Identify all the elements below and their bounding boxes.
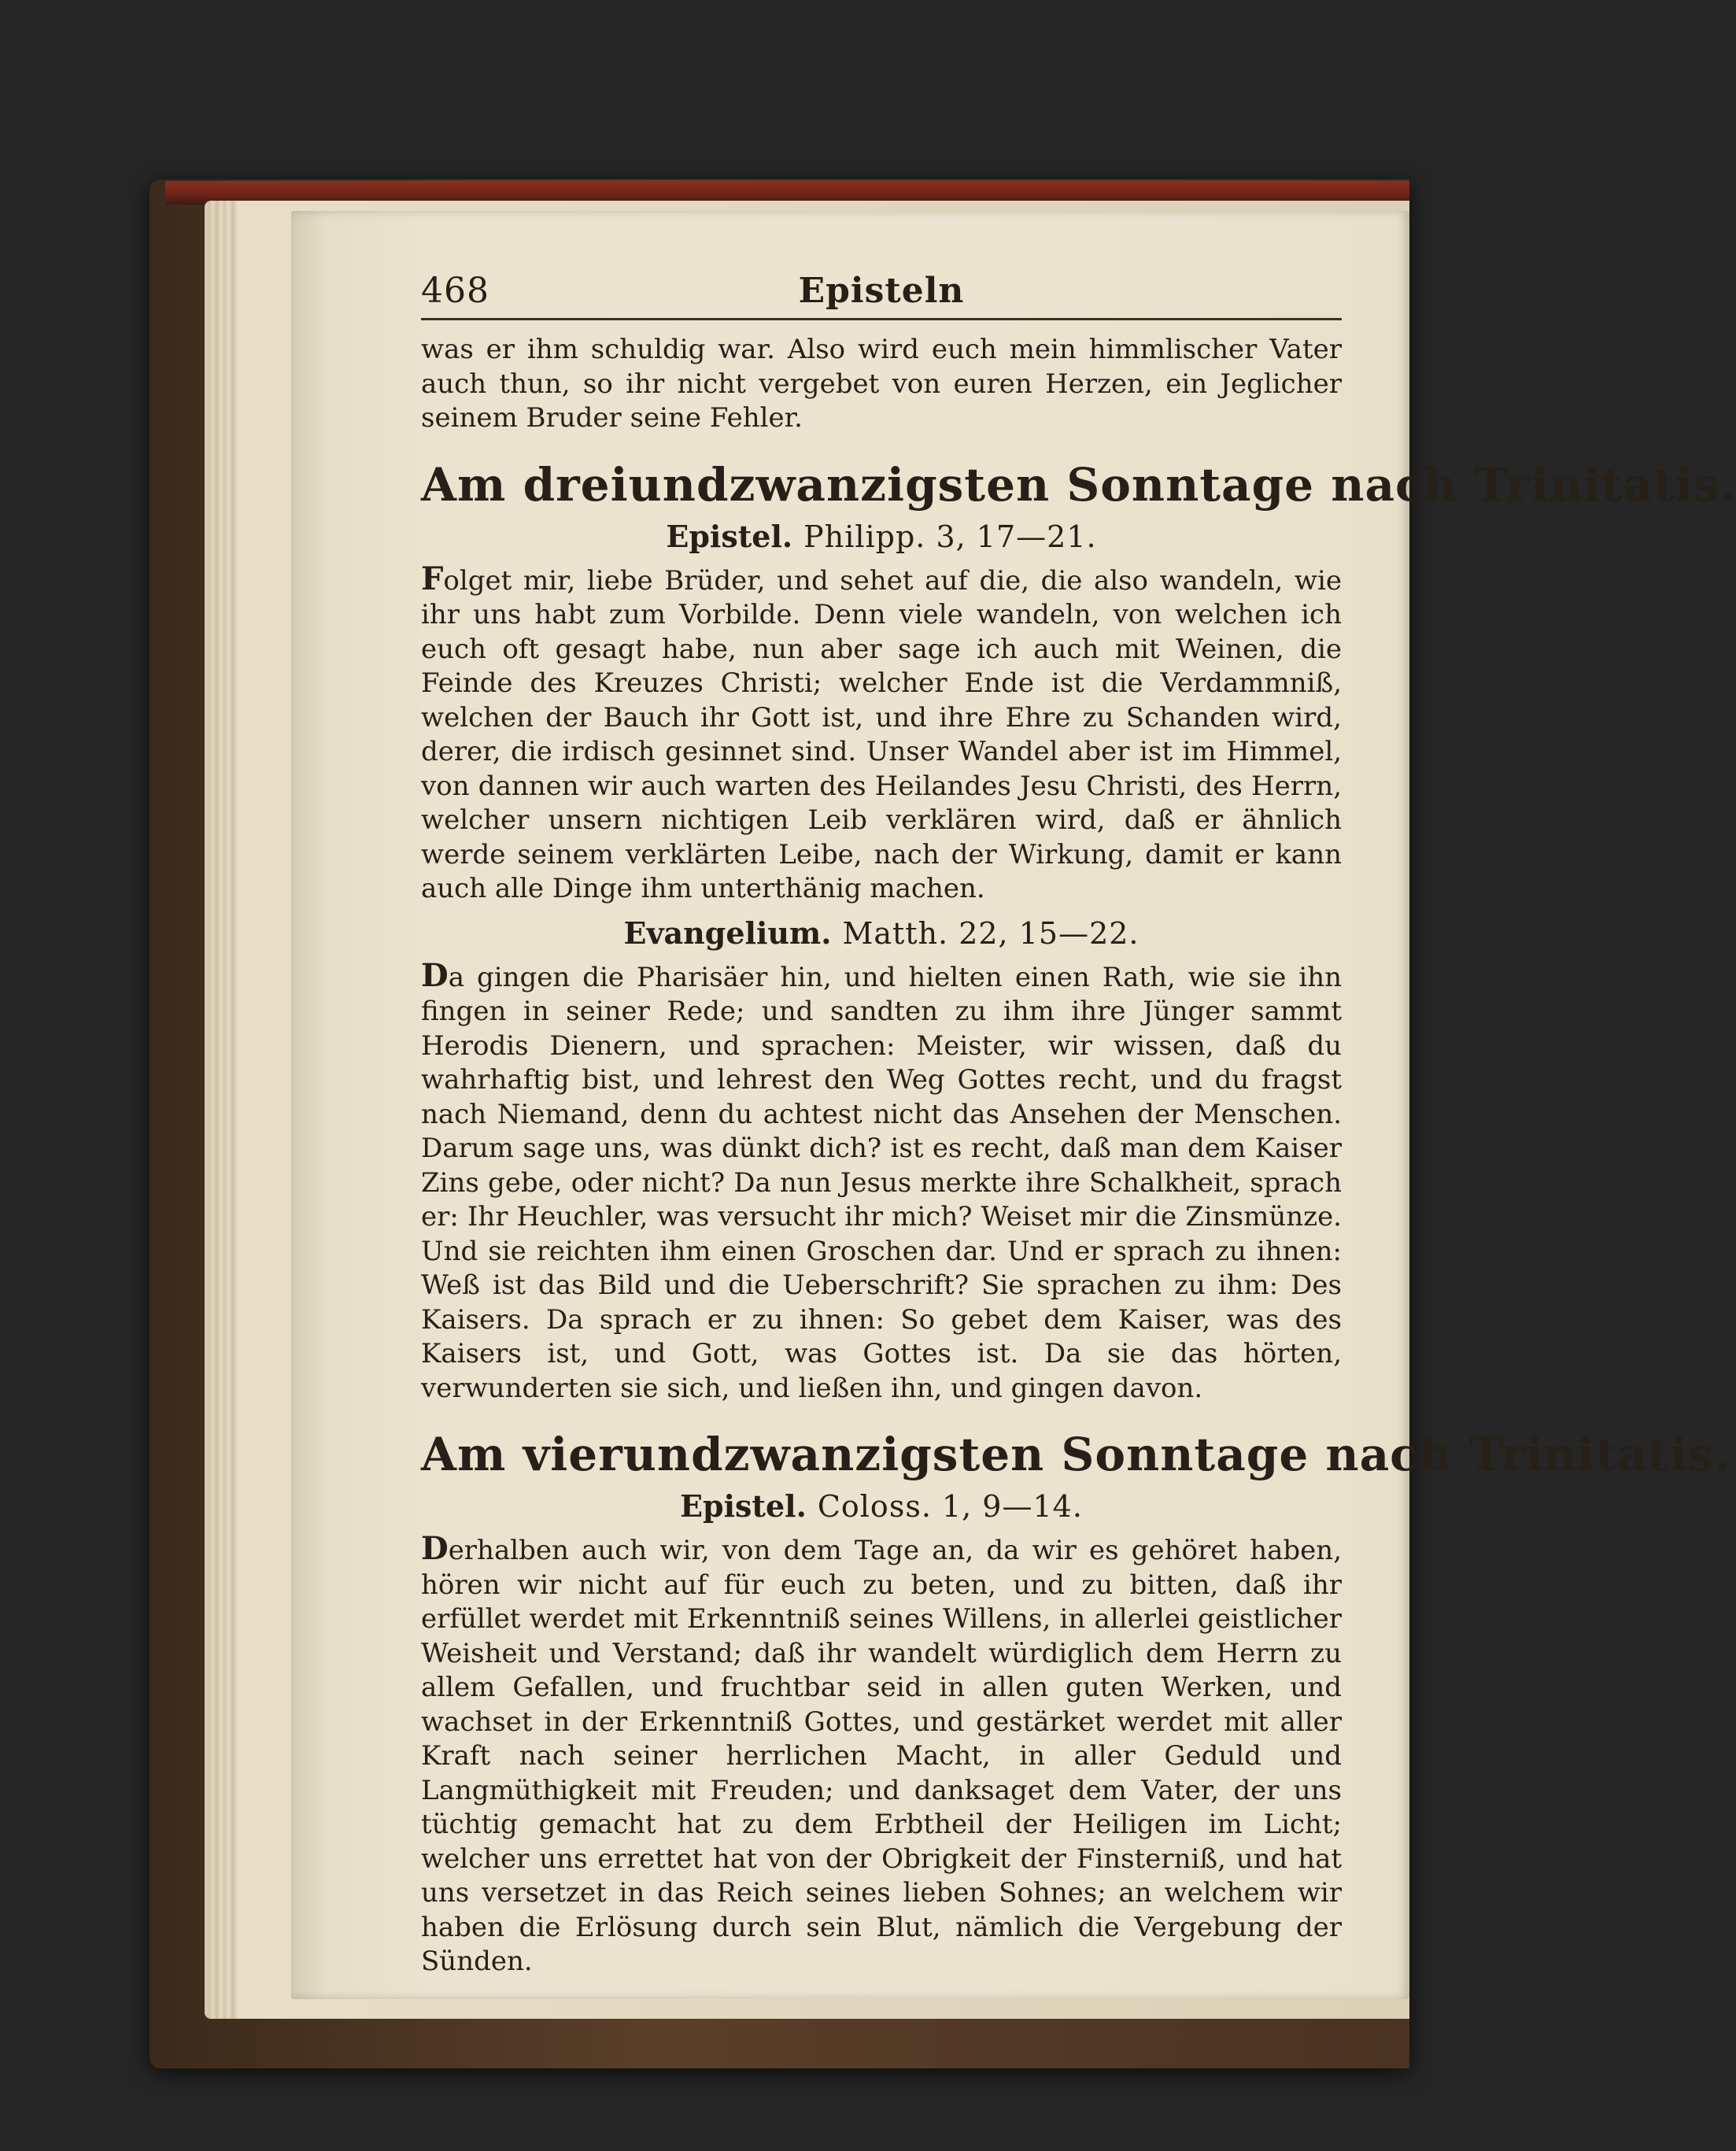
page-number: 468 [421,271,489,311]
reading-body: olget mir, liebe Brüder, und sehet auf die, die also wandeln, wie ihr uns habt zum Vorbilde. Denn viele wandeln, von welchen ich euch oft gesagt habe, nun aber sage ich auch mit Weinen, die Feinde des Kreuzes Christi; welcher Ende ist die Verdammniß, welchen der Bauch ihr Gott ist, und ihre Ehre zu Schanden wird, derer, die irdisch gesinnet sind. Unser Wandel aber ist im Himmel, von dannen wir auch warten des Heilandes Jesu Christi, des Herrn, welcher unsern nichtigen Leib verklären wird, daß er ähnlich werde seinem verklärten Leibe, nach der Wirkung, damit er kann auch alle Dinge ihm unterthänig machen. [421,564,1342,904]
initial-letter: D [421,956,449,994]
reading-label: Evangelium. [623,915,832,951]
continuation-paragraph: was er ihm schuldig war. Also wird euch mein himmlischer Vater auch thun, so ihr nicht vergebet von euren Herzen, ein Jeglicher seinem Bruder seine Fehler. [421,334,1342,434]
reading-reference: Coloss. 1, 9—14. [817,1489,1083,1524]
sunday-heading-23: Am dreiundzwanzigsten Sonntage nach Trinitatis. [421,457,1736,512]
reading-body: a gingen die Pharisäer hin, und hielten einen Rath, wie sie ihn fingen in seiner Rede; und sandten zu ihm ihre Jünger sammt Herodis Dienern, und sprachen: Meister, wir wissen, daß du wahrhaftig bist, und lehrest den Weg Gottes recht, und du fragst nach Niemand, denn du achtest nicht das Ansehen der Menschen. Darum sage uns, was dünkt dich? ist es recht, daß man dem Kaiser Zins gebe, oder nicht? Da nun Jesus merkte ihre Schalkheit, sprach er: Ihr Heuchler, was versucht ihr mich? Weiset mir die Zinsmünze. Und sie reichten ihm einen Groschen dar. Und er sprach zu ihnen: Weß ist das Bild und die Ueberschrift? Sie sprachen zu ihm: Des Kaisers. Da sprach er zu ihnen: So gebet dem Kaiser, was des Kaisers ist, und Gott, was Gottes ist. Da sie das hörten, verwunderten sie sich, und ließen ihn, und gingen davon. [421,961,1342,1404]
reading-heading-epistle-24 [421,1488,1342,1525]
reading-label: Epistel. [680,1488,807,1524]
reading-heading-gospel-23 [421,915,1342,952]
epistle-text-23 [421,562,1342,907]
page-content [421,268,1736,1979]
reading-label: Epistel. [666,518,793,554]
running-header [421,268,1342,320]
reading-reference: Matth. 22, 15—22. [842,915,1139,951]
running-title: Episteln [798,271,965,311]
epistle-text-24 [421,1532,1342,1979]
sunday-heading-24: Am vierundzwanzigsten Sonntage nach Trinitatis. [421,1428,1731,1481]
reading-reference: Philipp. 3, 17—21. [803,519,1097,554]
initial-letter: D [421,1530,449,1567]
initial-letter: F [421,560,444,597]
reading-body: erhalben auch wir, von dem Tage an, da wir es gehöret haben, hören wir nicht auf für euch zu beten, und zu bitten, daß ihr erfüllet werdet mit Erkenntniß seines Willens, in allerlei geistlicher Weisheit und Verstand; daß ihr wandelt würdiglich dem Herrn zu allem Gefallen, und fruchtbar seid in allen guten Werken, und wachset in der Erkenntniß Gottes, und gestärket werdet mit aller Kraft nach seiner herrlichen Macht, in aller Geduld und Langmüthigkeit mit Freuden; und danksaget dem Vater, der uns tüchtig gemacht hat zu dem Erbtheil der Heiligen im Licht; welcher uns errettet hat von der Obrigkeit der Finsterniß, und hat uns versetzet in das Reich seines lieben Sohnes; an welchem wir haben die Erlösung durch sein Blut, nämlich die Vergebung der Sünden. [421,1535,1342,1977]
reading-heading-epistle-23 [421,518,1342,556]
gospel-text-23 [421,956,1342,1406]
